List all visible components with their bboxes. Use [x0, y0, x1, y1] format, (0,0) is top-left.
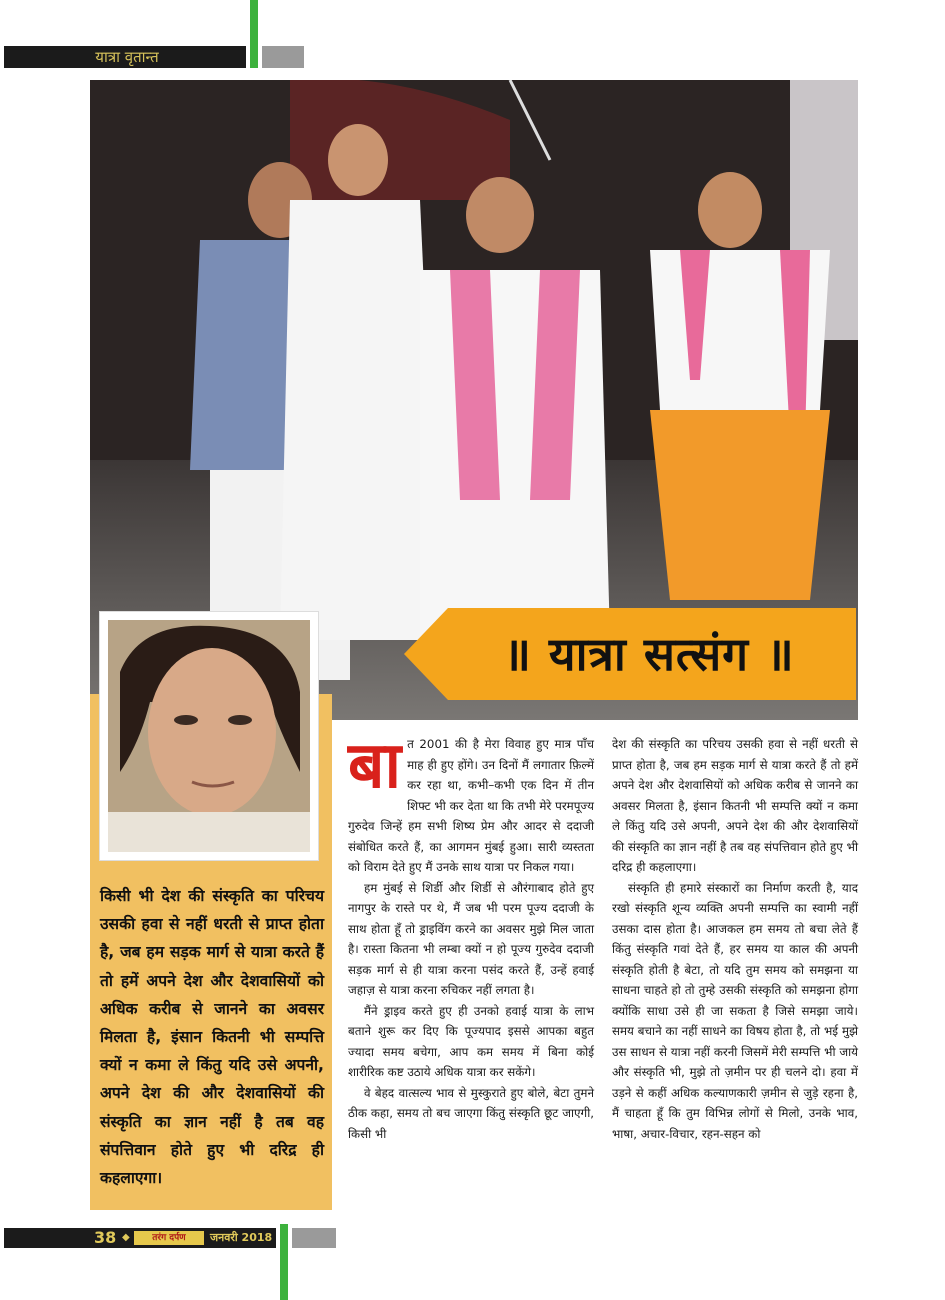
title-banner [404, 608, 856, 700]
drop-cap: बा [348, 729, 402, 803]
paragraph: त 2001 की है मेरा विवाह हुए मात्र पाँच माह ही हुए होंगे। उन दिनों मैं लगातार फ़िल्में कर रहा था, कभी–कभी एक दिन में तीन शिफ्ट भी कर देता था कि तभी मेरे परमपूज्य गुरुदेव जिन्हें हम सभी शिष्य प्रेम और आदर से ददाजी संबोधित करते हैं, का आगमन मुंबई हुआ। सारी व्यस्तता को विराम देते हुए मैं उनके साथ यात्रा पर निकल गया। [348, 737, 594, 874]
issue-date: जनवरी 2018 [210, 1231, 273, 1244]
paragraph: संस्कृति ही हमारे संस्कारों का निर्माण करती है, याद रखो संस्कृति शून्य व्यक्ति अपनी सम्पत्ति का स्वामी नहीं उसका दास होता है। आजकल हम समय तो बचा लेते हैं किंतु संस्कृति गवां देते हैं, हर समय या काल की अपनी संस्कृति होती है बेटा, तो यदि तुम समय को समझना या साधना चाहते हो तो तुम्हे उसकी संस्कृति को समझना होगा क्योंकि साधा उसे ही जा सकता है जिसे समझा जाये। समय बचाने का नहीं साधने का विषय होता है, तो भई मुझे उस साधन से यात्रा नहीं करनी जिसमें मेरी सम्पत्ति भी जाये और संस्कृति भी, मुझे तो ज़मीन पर ही चलने दो। हवा में उड़ने से कहीं अधिक कल्याणकारी ज़मीन से जुड़े रहना है, मैं चाहता हूँ कि तुम विभिन्न लोगों से मिलो, उनके भाव, भाषा, अचार-विचार, रहन-सहन को [612, 880, 858, 1141]
footer-green-stripe [280, 1224, 288, 1300]
header-grey-block [262, 46, 304, 68]
paragraph: वे बेहद वात्सल्य भाव से मुस्कुराते हुए बोले, बेटा तुमने ठीक कहा, समय तो बच जाएगा किंतु संस्कृति छूट जाएगी, किसी भी [348, 1085, 594, 1141]
footer-grey-block [292, 1228, 336, 1248]
magazine-logo: तरंग दर्पण [134, 1231, 204, 1245]
header-green-stripe [250, 0, 258, 68]
section-header [4, 46, 246, 68]
paragraph: मैंने ड्राइव करते हुए ही उनको हवाई यात्रा के लाभ बताने शुरू कर दिए कि पूज्यपाद इससे आपका बहुत ज्यादा समय बचेगा, आप कम समय में बिना कोई शारीरिक कष्ट उठाये अधिक यात्रा कर सकेंगे। [348, 1003, 594, 1079]
page-number: 38 [94, 1228, 117, 1247]
article-column-1 [348, 729, 594, 1144]
section-label: यात्रा वृतान्त [95, 48, 159, 66]
article-column-2 [612, 734, 858, 1144]
article-title: ॥ यात्रा सत्संग ॥ [503, 627, 795, 681]
author-portrait [100, 612, 318, 860]
paragraph: हम मुंबई से शिर्डी और शिर्डी से औरंगाबाद होते हुए नागपुर के रास्ते पर थे, मैं जब भी परम पूज्य ददाजी के साथ होता हूँ तो ड्राइविंग करने का अवसर मुझे मिल जाता है। रास्ता कितना भी लम्बा क्यों न हो पूज्य गुरुदेव ददाजी सड़क मार्ग से ही यात्रा करना पसंद करते हैं, उन्हें हवाई जहाज़ से यात्रा करना रुचिकर नहीं लगता है। [348, 880, 594, 997]
paragraph: देश की संस्कृति का परिचय उसकी हवा से नहीं धरती से प्राप्त होता है, जब हम सड़क मार्ग से यात्रा करते हैं तो हमें अपने देश और देशवासियों को अधिक करीब से जानने का अवसर मिलता है, इंसान कितनी भी सम्पत्ति क्यों न कमा ले किंतु यदि उसे अपनी, अपने देश की और देशवासियों की संस्कृति का ज्ञान नहीं है तब वह संपत्तिवान होते हुए भी दरिद्र ही कहलाएगा। [612, 737, 858, 874]
page-footer [4, 1228, 276, 1248]
separator-dot: ◆ [122, 1232, 130, 1243]
pull-quote: किसी भी देश की संस्कृति का परिचय उसकी हवा से नहीं धरती से प्राप्त होता है, जब हम सड़क मार्ग से यात्रा करते हैं तो हमें अपने देश और देशवासियों को अधिक करीब से जानने का अवसर मिलता है, इंसान कितनी भी सम्पत्ति क्यों न कमा ले किंतु यदि उसे अपनी, अपने देश की और देशवासियों की संस्कृति का ज्ञान नहीं है तब वह संपत्तिवान होते हुए भी दरिद्र ही कहलाएगा। [100, 887, 324, 1188]
